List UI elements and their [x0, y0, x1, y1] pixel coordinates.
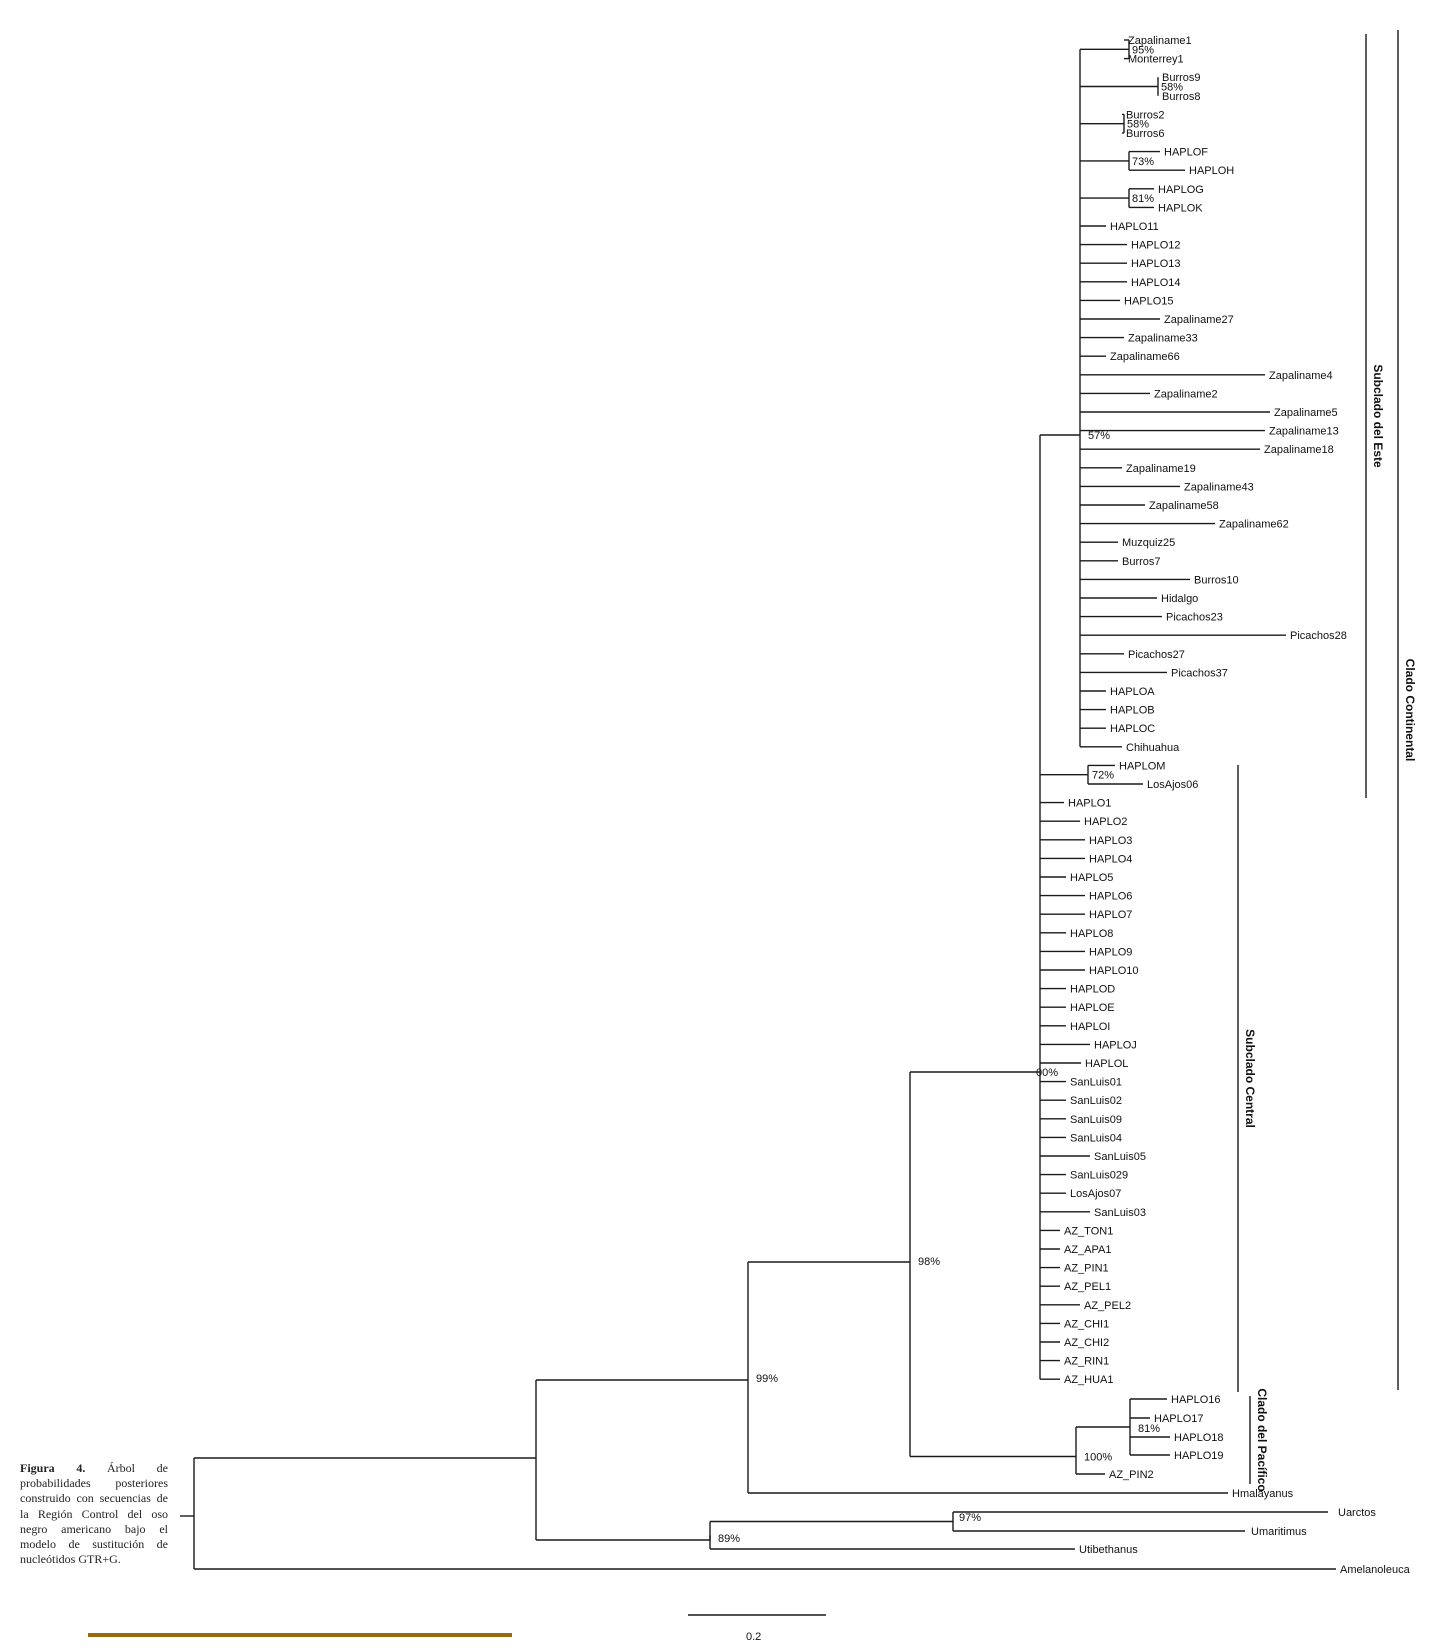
taxon-label: AZ_CHI2 — [1064, 1337, 1110, 1349]
taxon-label: Burros9 — [1162, 72, 1201, 85]
taxon-label: Zapaliname2 — [1154, 388, 1218, 401]
taxon-label: HAPLO11 — [1110, 221, 1159, 233]
clado-continental-label: Clado Continental — [1403, 658, 1417, 762]
taxon-label: HAPLO12 — [1131, 239, 1181, 252]
support-pacifico: 100% — [1084, 1451, 1113, 1464]
taxon-label: Picachos27 — [1128, 648, 1185, 661]
support-ursus: 89% — [718, 1533, 741, 1545]
taxon-label: AZ_APA1 — [1064, 1244, 1112, 1256]
taxon-label: HAPLO10 — [1089, 965, 1139, 977]
taxon-label: Monterrey1 — [1128, 53, 1184, 66]
taxon-label: HAPLO19 — [1174, 1450, 1224, 1462]
taxon-label: HAPLOM — [1119, 760, 1166, 773]
taxon-label: HAPLOL — [1085, 1058, 1129, 1070]
figure-caption — [20, 1461, 168, 1567]
taxon-label: HAPLO3 — [1089, 834, 1133, 847]
taxon-label: Burros6 — [1126, 128, 1165, 140]
support-central: 00% — [1036, 1067, 1059, 1079]
taxon-label: HAPLO4 — [1089, 853, 1133, 866]
support-uarctos: 97% — [959, 1512, 982, 1524]
support-zap-mon: 95% — [1132, 44, 1155, 57]
taxon-label: Chihuahua — [1126, 741, 1180, 754]
taxon-label: Burros10 — [1194, 574, 1239, 587]
taxon-label: HAPLOK — [1158, 202, 1203, 215]
taxon-label: HAPLO15 — [1124, 295, 1174, 308]
taxon-label: HAPLO8 — [1070, 927, 1114, 940]
support-burros: 58% — [1161, 81, 1184, 94]
gold-rule — [88, 1633, 512, 1637]
taxon-label: Umaritimus — [1251, 1526, 1307, 1538]
taxon-label: Zapaliname19 — [1126, 462, 1196, 475]
taxon-label: SanLuis02 — [1070, 1095, 1122, 1108]
taxon-label: AZ_CHI1 — [1064, 1318, 1110, 1331]
taxon-label: SanLuis03 — [1094, 1206, 1146, 1219]
taxon-label: Zapaliname5 — [1274, 407, 1338, 419]
taxon-label: HAPLO9 — [1089, 946, 1133, 959]
taxon-label: HAPLOD — [1070, 983, 1116, 996]
support-haplo1718: 81% — [1138, 1423, 1161, 1435]
taxon-label: Zapaliname58 — [1149, 500, 1219, 512]
taxon-label: HAPLOI — [1070, 1020, 1111, 1033]
taxon-label: HAPLOG — [1158, 183, 1204, 196]
taxon-label: Amelanoleuca — [1340, 1564, 1410, 1576]
taxon-label: SanLuis05 — [1094, 1151, 1146, 1163]
taxon-label: AZ_PEL1 — [1064, 1281, 1112, 1294]
taxon-label: HAPLOA — [1110, 686, 1155, 698]
taxon-label: AZ_PEL2 — [1084, 1299, 1132, 1312]
taxon-label: AZ_PIN2 — [1109, 1469, 1154, 1481]
taxon-label: Zapaliname4 — [1269, 369, 1333, 382]
taxon-label: Zapaliname33 — [1128, 332, 1198, 345]
taxon-label: Burros8 — [1162, 90, 1201, 103]
support-continental: 98% — [918, 1256, 941, 1268]
taxon-label: HAPLOB — [1110, 704, 1155, 717]
taxon-label: Zapaliname62 — [1219, 518, 1289, 531]
taxon-label: HAPLO13 — [1131, 258, 1181, 271]
taxon-label: Zapaliname18 — [1264, 444, 1334, 457]
taxon-label: AZ_HUA1 — [1064, 1374, 1114, 1387]
taxon-label: Picachos23 — [1166, 611, 1223, 624]
taxon-label: SanLuis09 — [1070, 1113, 1122, 1126]
taxon-label: AZ_TON1 — [1064, 1225, 1114, 1238]
taxon-label: HAPLO16 — [1171, 1394, 1221, 1406]
taxon-label: Hidalgo — [1161, 593, 1199, 605]
support-haplogk: 81% — [1132, 193, 1155, 206]
taxon-label: HAPLO2 — [1084, 816, 1128, 829]
support-este: 57% — [1088, 430, 1111, 442]
taxon-label: HAPLO6 — [1089, 890, 1133, 903]
taxon-label: Utibethanus — [1079, 1544, 1138, 1556]
taxon-label: SanLuis01 — [1070, 1076, 1122, 1089]
taxon-label: HAPLOJ — [1094, 1039, 1137, 1052]
scale-bar-label: 0.2 — [746, 1631, 762, 1643]
taxon-label: HAPLO17 — [1154, 1413, 1204, 1425]
taxon-label: Zapaliname66 — [1110, 351, 1180, 364]
support-americanus: 99% — [756, 1373, 779, 1385]
taxon-label: Zapaliname43 — [1184, 481, 1254, 494]
taxon-label: AZ_RIN1 — [1064, 1355, 1110, 1368]
taxon-label: SanLuis04 — [1070, 1132, 1122, 1145]
subclado-este-label: Subclado del Este — [1371, 364, 1385, 468]
support-burros26: 58% — [1127, 118, 1150, 131]
taxon-label: Picachos37 — [1171, 667, 1228, 680]
taxon-label: Zapaliname1 — [1128, 35, 1192, 47]
taxon-label: Uarctos — [1338, 1507, 1376, 1519]
taxon-label: HAPLO14 — [1131, 276, 1181, 289]
taxon-label: HAPLO1 — [1068, 797, 1112, 810]
subclado-central-label: Subclado Central — [1243, 1029, 1257, 1128]
support-haplofh: 73% — [1132, 155, 1155, 168]
taxon-label: Hmalayanus — [1232, 1488, 1294, 1500]
taxon-label: HAPLO7 — [1089, 909, 1133, 922]
taxon-label: Burros2 — [1126, 109, 1165, 122]
taxon-label: HAPLOE — [1070, 1002, 1115, 1015]
taxon-label: AZ_PIN1 — [1064, 1262, 1109, 1275]
taxon-label: SanLuis029 — [1070, 1169, 1129, 1182]
taxon-label: Zapaliname13 — [1269, 425, 1339, 438]
taxon-label: Picachos28 — [1290, 630, 1347, 643]
taxon-label: LosAjos07 — [1070, 1188, 1122, 1201]
taxon-label: HAPLO5 — [1070, 872, 1114, 884]
taxon-label: Muzquiz25 — [1122, 537, 1176, 550]
taxon-label: Burros7 — [1122, 555, 1161, 568]
taxon-label: HAPLOF — [1164, 146, 1209, 159]
taxon-label: Zapaliname27 — [1164, 314, 1234, 326]
taxon-label: HAPLOC — [1110, 723, 1156, 736]
taxon-label: HAPLOH — [1189, 165, 1235, 178]
clado-pacifico-label: Clado del Pacífico — [1255, 1388, 1269, 1492]
figure-caption-text: Árbol de probabilidades posteriores construido con secuencias de la Región Control del oso negro americano bajo el modelo de sustitución de nucleótidos GTR+G. — [20, 1461, 169, 1567]
support-haplom: 72% — [1092, 769, 1115, 782]
figure-label: Figura 4. — [20, 1461, 86, 1475]
taxon-label: LosAjos06 — [1147, 779, 1199, 791]
taxon-label: HAPLO18 — [1174, 1432, 1224, 1444]
